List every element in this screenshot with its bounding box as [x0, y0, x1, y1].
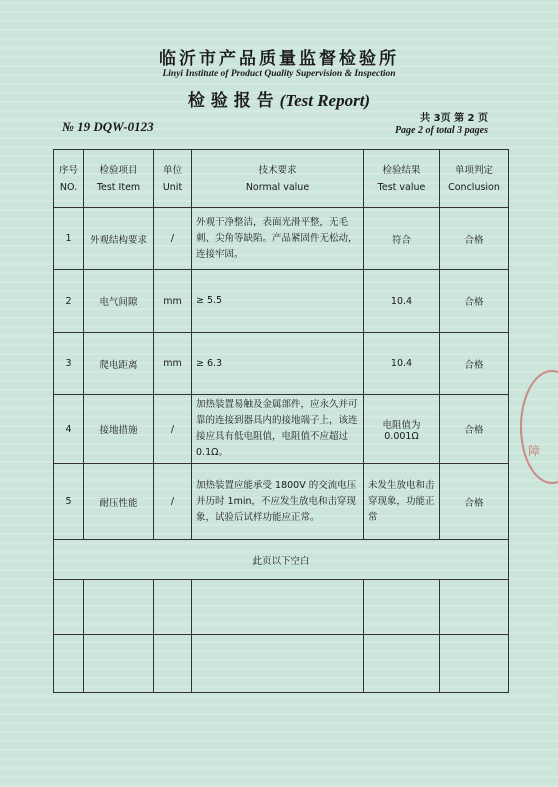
- results-table: [53, 149, 509, 693]
- table-row: 3 爬电距离 mm ≥ 6.3 10.4 合格: [54, 333, 509, 395]
- blank-note: 此页以下空白: [54, 540, 509, 580]
- table-row: 5 耐压性能 / 加热装置应能承受 1800V 的交流电压并历时 1min，不应发生放电和击穿现象，试验后试样功能应正常。 未发生放电和击穿现象，功能正常 合格: [54, 464, 509, 540]
- institute-name-cn: 临沂市产品质量监督检验所: [159, 49, 399, 69]
- report-title: [0, 86, 558, 111]
- empty-row: [54, 635, 509, 693]
- page-count-cn: 共 3页 第 2 页: [420, 113, 488, 124]
- table-header-row: [54, 150, 509, 208]
- col-header-requirement: 技术要求 Normal value: [192, 150, 364, 208]
- blank-note-row: [54, 540, 509, 580]
- table-row: 2 电气间隙 mm ≥ 5.5 10.4 合格: [54, 270, 509, 333]
- institute-name-en: Linyi Institute of Product Quality Supervision & Inspection: [162, 69, 396, 79]
- page-count-en: Page 2 of total 3 pages: [394, 125, 488, 136]
- official-seal: 障: [520, 370, 558, 484]
- col-header-conclusion: 单项判定 Conclusion: [440, 150, 509, 208]
- col-header-no: 序号 NO.: [54, 150, 84, 208]
- report-number: № 19 DQW-0123: [62, 119, 154, 134]
- report-title-en: (Test Report): [279, 91, 371, 110]
- col-header-item: 检验项目 Test Item: [84, 150, 154, 208]
- report-title-cn: 检 验 报 告: [187, 91, 274, 111]
- table-row: 1 外观结构要求 / 外观干净整洁，表面光滑平整，无毛刺、尖角等缺陷。产品紧固件无松动，连接牢固。 符合 合格: [54, 208, 509, 270]
- col-header-result: 检验结果 Test value: [364, 150, 440, 208]
- table-row: 4 接地措施 / 加热装置易触及金属部件，应永久并可靠的连接到器具内的接地端子上，该连接应具有低电阻值，电阻值不应超过0.1Ω。 电阻值为 0.001Ω 合格: [54, 395, 509, 464]
- empty-row: [54, 580, 509, 635]
- col-header-unit: 单位 Unit: [154, 150, 192, 208]
